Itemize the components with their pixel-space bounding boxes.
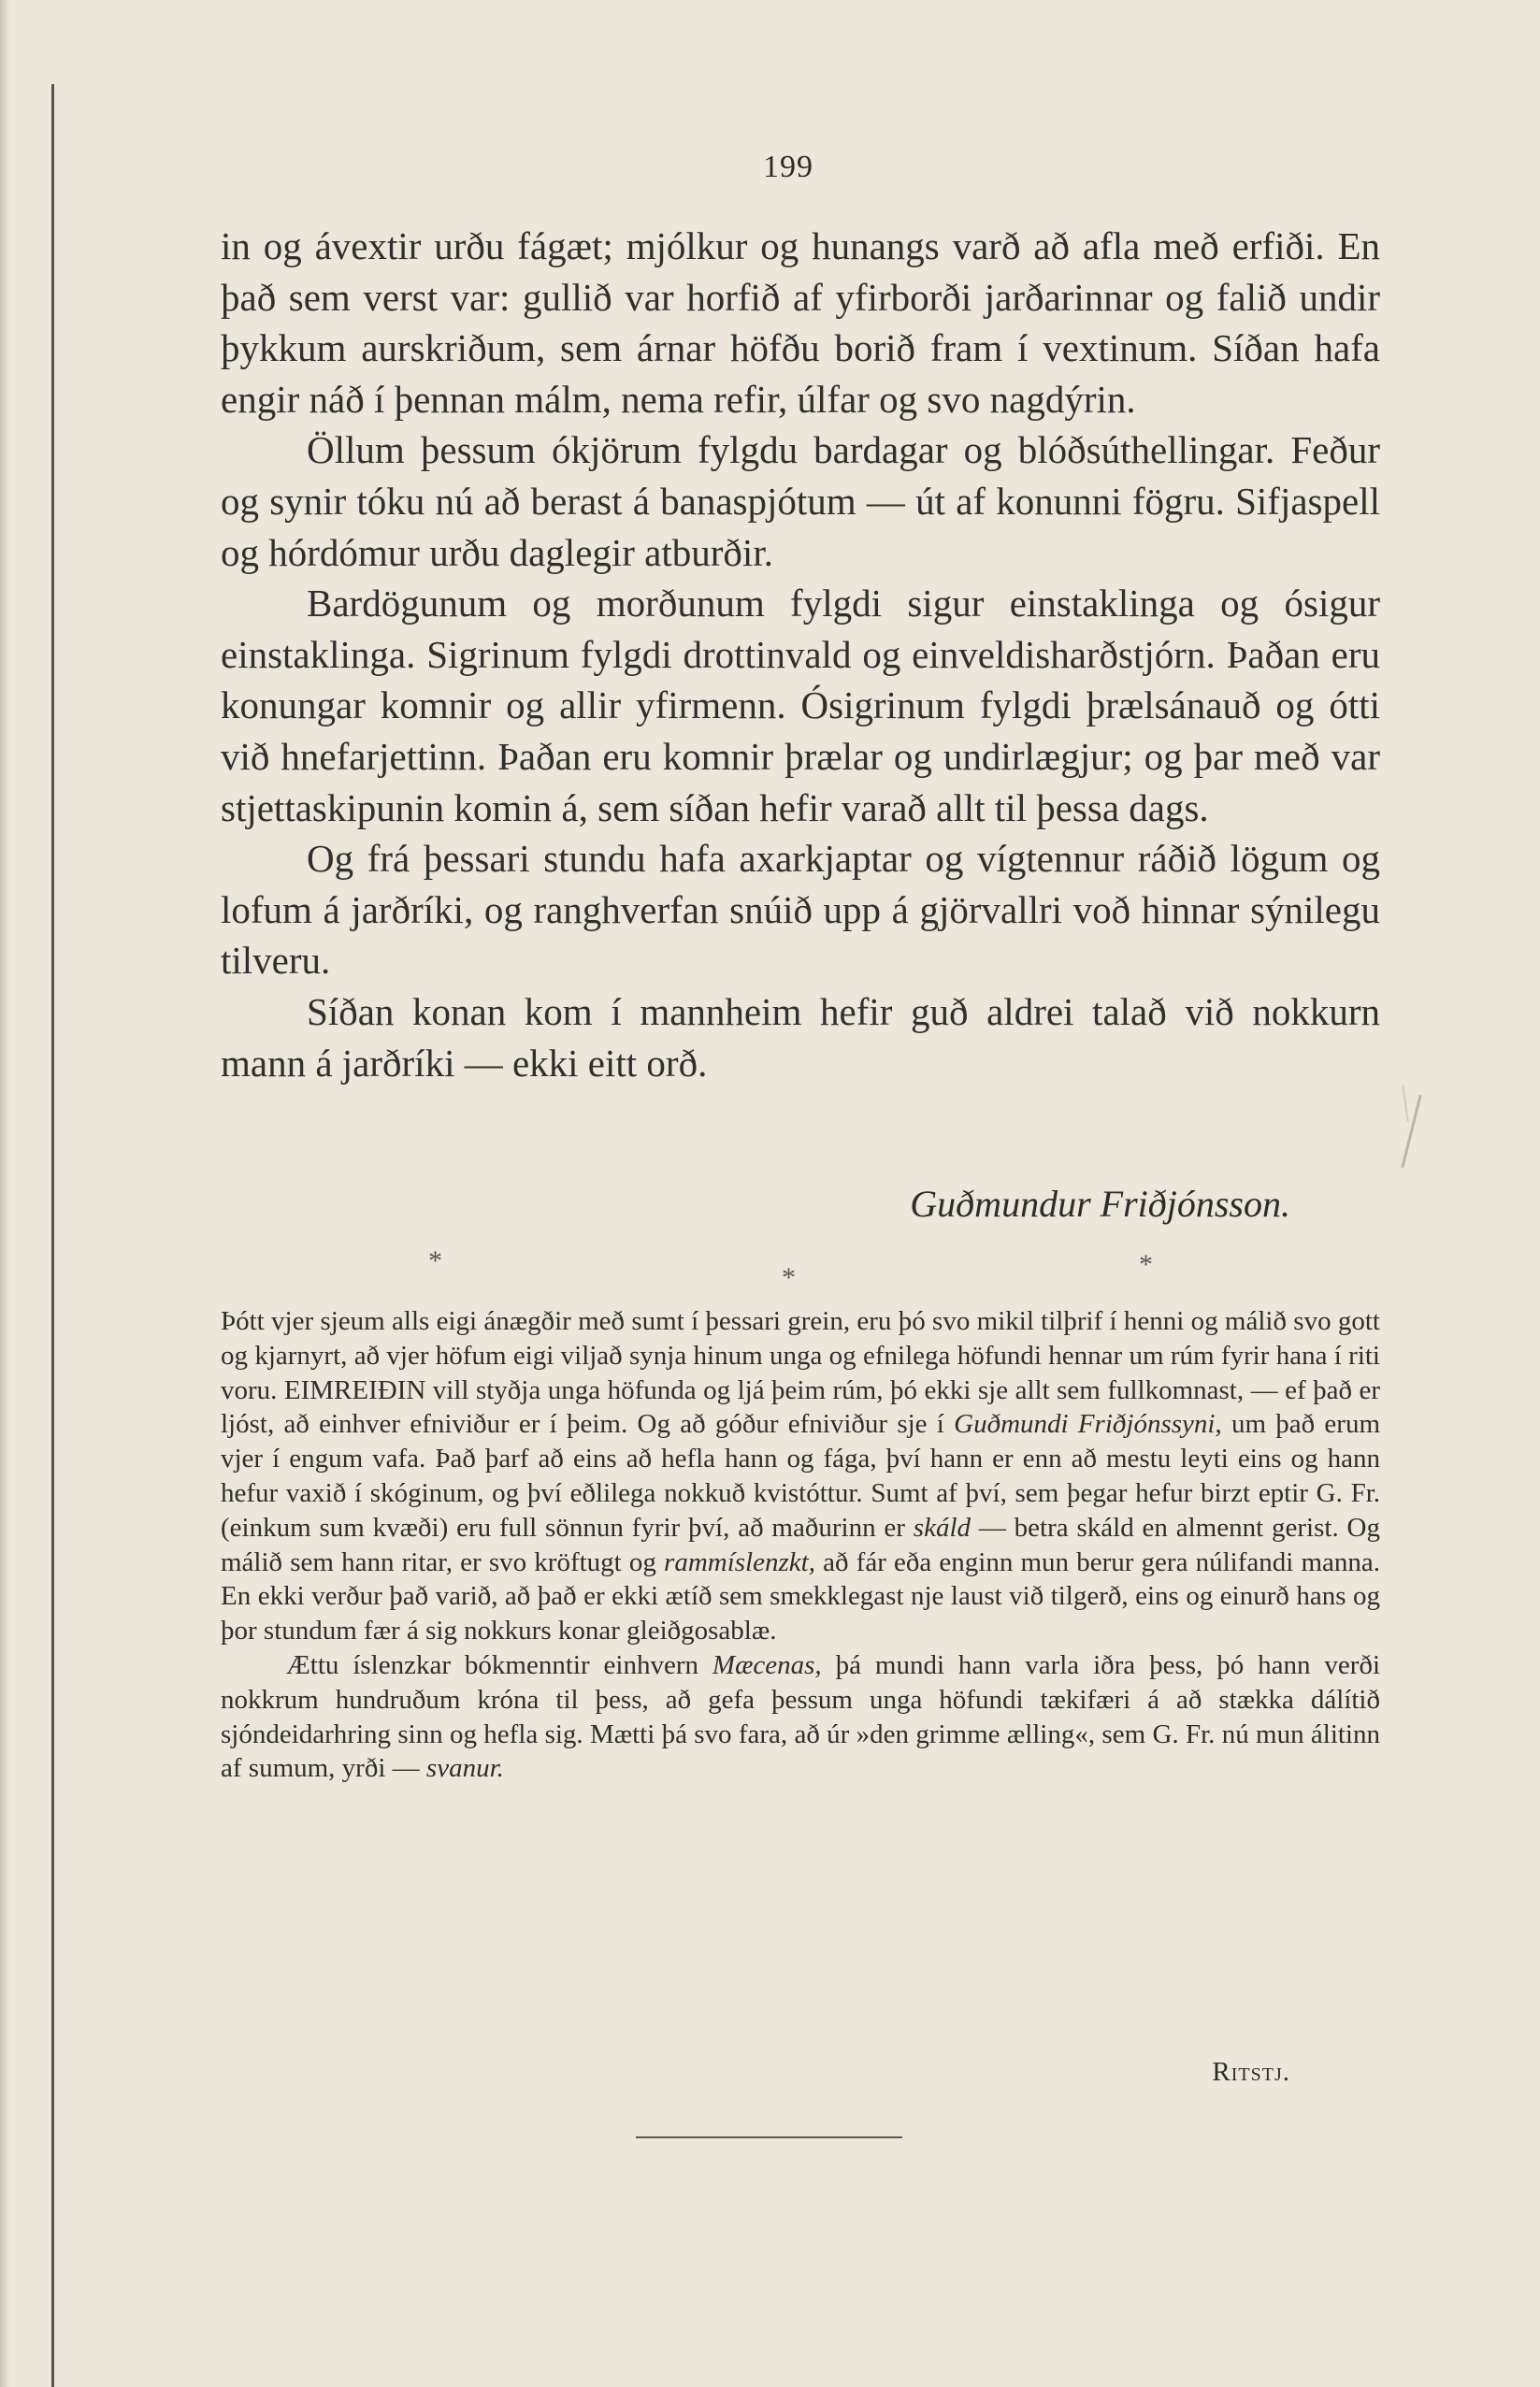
italic-word: svanur. [425,1753,504,1784]
italic-word: rammíslenzkt, [664,1546,815,1577]
text-run: , um það erum vjer í engum vafa. Það þarf að eins að hefla hann og fága, því hann er enn að mestu leyti eins og hann hefur vaxið í skóginum, og því eðlilega nokkuð kvistóttur. Sumt af því, sem þegar hefur birzt eptir G. Fr. (einkum sum kvæði) eru full sönnun fyrir því, að maðurinn er [221,1409,1381,1543]
page-number: 199 [763,150,813,184]
paragraph: Og frá þessari stundu hafa axarkjaptar og vígtennur ráðið lögum og lofum á jarðríki, og ranghverfan snúið upp á gjörvallri voð hinnar sýnilegu tilveru. [221,837,1380,983]
separator-asterisk: * [1139,1249,1153,1280]
paragraph: Bardögunum og morðunum fylgdi sigur einstaklinga og ósigur einstaklinga. Sigrinum fylgdi drottinvald og einveldisharðstjórn. Þaðan eru konungar komnir og allir yfirmenn. Ósigrinum fylgdi þrælsánauð og ótti við hnefarjettinn. Þaðan eru komnir þrælar og undirlægjur; og þar með var stjettaskipunin komin á, sem síðan hefir varað allt til þessa dags. [221,582,1380,829]
separator-asterisk: * [428,1245,442,1276]
editor-paragraph [221,1304,1380,1648]
author-name-italic: Guðmundi Friðjónssyni [954,1409,1216,1440]
editor-paragraph [221,1648,1380,1786]
italic-word: skáld [913,1512,971,1543]
italic-word: Mæcenas, [712,1649,822,1680]
text-run: að fár eða enginn mun berur gera núlifandi manna. En ekki verður það varið, að það er ekki ætíð sem smekklegast nje laust við tilgerð, eins og einurð hans og þor stundum fær á sig nokkurs konar gleiðgosablæ. [221,1546,1381,1646]
editor-note [221,1304,1380,1786]
divider [636,2136,902,2138]
paragraph: Síðan konan kom í mannheim hefir guð aldrei talað við nokkurn mann á jarðríki — ekki eitt orð. [221,989,1380,1085]
main-text [221,221,1380,1088]
separator-asterisk: * [782,1262,796,1293]
paragraph: in og ávextir urðu fágæt; mjólkur og hunangs varð að afla með erfiði. En það sem verst var: gullið var horfið af yfirborði jarðarinnar og falið undir þykkum aurskriðum, sem árnar höfðu borið fram í vextinum. Síðan hafa engir náð í þennan málm, nema refir, úlfar og svo nagdýrin. [221,224,1380,421]
text-run: þá mundi hann varla iðra þess, þó hann verði nokkrum hundruðum króna til þess, að gefa þessum unga höfundi tækifæri á að stækka dálítið sjóndeidarhring sinn og hefla sig. Mætti þá svo fara, að úr »den grimme ælling«, sem G. Fr. nú mun álitinn af sumum, yrði — [221,1649,1380,1784]
pencil-mark [1402,1085,1409,1122]
editor-signature: Ritstj. [1212,2057,1290,2087]
text-run: Þótt vjer sjeum alls eigi ánægðir með sumt í þessari grein, eru þó svo mikil tilþrif í henni og málið svo gott og kjarnyrt, að vjer höfum eigi viljað synja hinum unga og efnilega höfundi hennar um rúm fyrir hana í riti voru. EIMREIÐIN vill styðja unga höfunda og ljá þeim rúm, þó ekki sje allt sem fullkomnast, — ef það er ljóst, að einhver efniviður er í þeim. Og að góður efniviður sje í [221,1306,1380,1440]
scan-edge [0,0,9,2387]
text-run: — betra skáld en almennt gerist. Og málið sem hann ritar, er svo kröftugt og [221,1512,1380,1577]
paragraph: Öllum þessum ókjörum fylgdu bardagar og blóðsúthellingar. Feður og synir tóku nú að berast á banaspjótum — út af konunni fögru. Sifjaspell og hórdómur urðu daglegir atburðir. [221,428,1380,574]
scan-margin-line [51,84,54,2387]
author-signature: Guðmundur Friðjónsson. [910,1183,1290,1225]
text-run: Ættu íslenzkar bókmenntir einhvern [286,1649,698,1680]
